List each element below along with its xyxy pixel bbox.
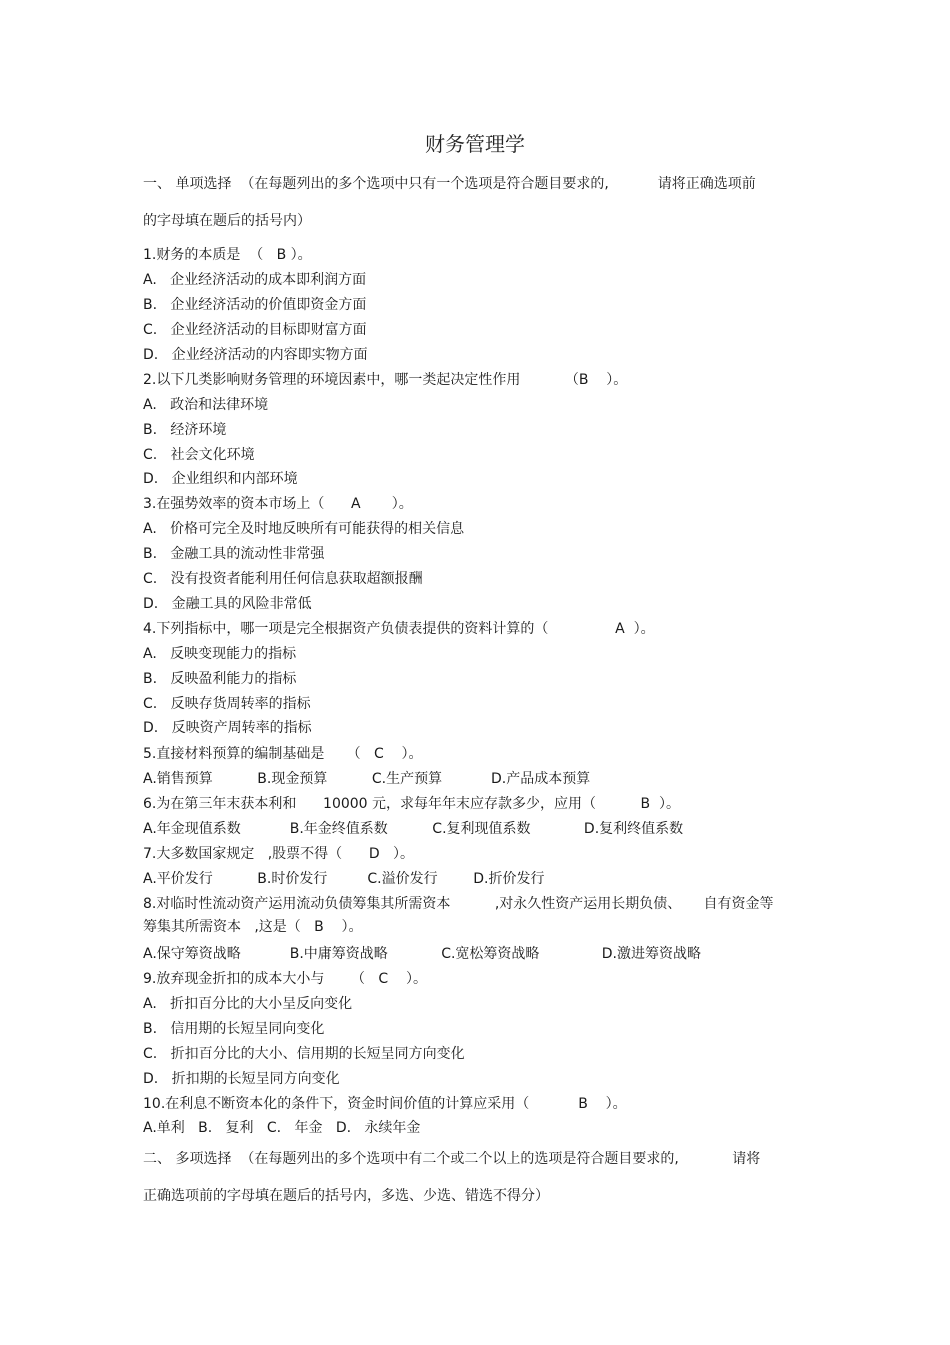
- question-1: 1.财务的本质是 （ B ）。: [143, 247, 312, 263]
- question-2: 2.以下几类影响财务管理的环境因素中，哪一类起决定性作用 （B ）。: [143, 372, 628, 388]
- question-5: 5.直接材料预算的编制基础是 （ C ）。: [143, 746, 423, 762]
- section-2-heading-line-1: 二、 多项选择 （在每题列出的多个选项中有二个或二个以上的选项是符合题目要求的, 请将: [143, 1151, 761, 1167]
- question-9-option-c: C. 折扣百分比的大小、信用期的长短呈同方向变化: [143, 1046, 465, 1062]
- question-10-options: A.单利 B. 复利 C. 年金 D. 永续年金: [143, 1120, 421, 1136]
- question-3-option-b: B. 金融工具的流动性非常强: [143, 546, 325, 562]
- question-7-options: A.平价发行 B.时价发行 C.溢价发行 D.折价发行: [143, 871, 545, 887]
- section-1-heading-line-2: 的字母填在题后的括号内）: [143, 213, 311, 229]
- question-4-option-c: C. 反映存货周转率的指标: [143, 696, 311, 712]
- question-8-line-1: 8.对临时性流动资产运用流动负债筹集其所需资本 ,对永久性资产运用长期负债、 自有资金等: [143, 896, 774, 912]
- question-1-option-a: A. 企业经济活动的成本即利润方面: [143, 272, 367, 288]
- question-9-option-a: A. 折扣百分比的大小呈反向变化: [143, 996, 353, 1012]
- question-2-option-b: B. 经济环境: [143, 422, 227, 438]
- question-4-option-a: A. 反映变现能力的指标: [143, 646, 297, 662]
- question-4-option-d: D. 反映资产周转率的指标: [143, 720, 312, 736]
- question-3-option-d: D. 金融工具的风险非常低: [143, 596, 312, 612]
- document-title: 财务管理学: [425, 132, 525, 156]
- question-6: 6.为在第三年末获本利和 10000 元，求每年年末应存款多少，应用（ B ）。: [143, 796, 681, 812]
- question-3: 3.在强势效率的资本市场上（ A ）。: [143, 496, 413, 512]
- question-8-options: A.保守筹资战略 B.中庸筹资战略 C.宽松筹资战略 D.激进筹资战略: [143, 946, 701, 962]
- question-9-option-b: B. 信用期的长短呈同向变化: [143, 1021, 325, 1037]
- question-9-option-d: D. 折扣期的长短呈同方向变化: [143, 1071, 340, 1087]
- question-9: 9.放弃现金折扣的成本大小与 （ C ）。: [143, 971, 427, 987]
- question-7: 7.大多数国家规定 ,股票不得（ D ）。: [143, 846, 414, 862]
- question-5-options: A.销售预算 B.现金预算 C.生产预算 D.产品成本预算: [143, 771, 591, 787]
- question-1-option-c: C. 企业经济活动的目标即财富方面: [143, 322, 367, 338]
- question-3-option-a: A. 价格可完全及时地反映所有可能获得的相关信息: [143, 521, 465, 537]
- question-2-option-c: C. 社会文化环境: [143, 447, 255, 463]
- question-10: 10.在利息不断资本化的条件下，资金时间价值的计算应采用（ B ）。: [143, 1096, 627, 1112]
- question-6-options: A.年金现值系数 B.年金终值系数 C.复利现值系数 D.复利终值系数: [143, 821, 684, 837]
- question-2-option-d: D. 企业组织和内部环境: [143, 471, 298, 487]
- question-4-option-b: B. 反映盈利能力的指标: [143, 671, 297, 687]
- question-2-option-a: A. 政治和法律环境: [143, 397, 269, 413]
- section-2-heading-line-2: 正确选项前的字母填在题后的括号内，多选、少选、错选不得分）: [143, 1188, 549, 1204]
- question-1-option-b: B. 企业经济活动的价值即资金方面: [143, 297, 367, 313]
- question-4: 4.下列指标中，哪一项是完全根据资产负债表提供的资料计算的（ A ）。: [143, 621, 655, 637]
- question-3-option-c: C. 没有投资者能利用任何信息获取超额报酬: [143, 571, 423, 587]
- question-1-option-d: D. 企业经济活动的内容即实物方面: [143, 347, 368, 363]
- question-8-line-2: 筹集其所需资本 ,这是（ B ）。: [143, 919, 363, 935]
- section-1-heading-line-1: 一、 单项选择 （在每题列出的多个选项中只有一个选项是符合题目要求的, 请将正确选项前: [143, 176, 756, 192]
